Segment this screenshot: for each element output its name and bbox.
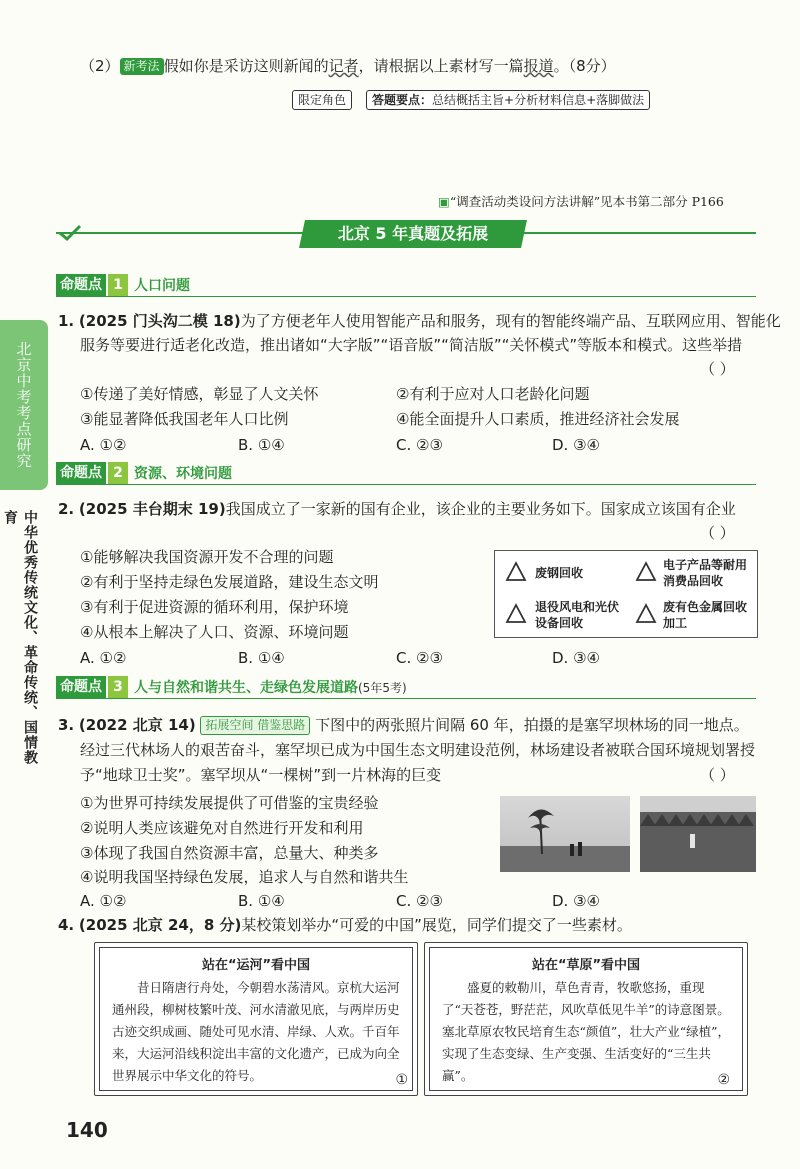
card-inner-frame xyxy=(99,947,413,1091)
section-title: 人与自然和谐共生、走绿色发展道路 xyxy=(134,680,358,696)
q1-option-4: ④能全面提升人口素质，推进经济社会发展 xyxy=(396,410,680,428)
card-text: 昔日隋唐行舟处，今朝碧水荡清风。京杭大运河通州段，柳树枝繁叶茂、河水清澈见底，与两岸历史古迹交织成画、随处可见水清、岸绿、人欢。千百年来，大运河沿线积淀出丰富的文化遗产，已成为向全世界展示中华文化的符号。 xyxy=(112,980,400,1083)
q2-choice-d[interactable]: D. ③④ xyxy=(552,649,600,667)
q3-line3: 予“地球卫士奖”。塞罕坝从“一棵树”到一片林海的巨变 xyxy=(80,766,442,784)
q4-text1: 某校策划举办“可爱的中国”展览，同学们提交了一些素材。 xyxy=(241,916,632,934)
hint-points-box xyxy=(366,90,650,110)
q-top-word-report: 报道 xyxy=(523,57,554,75)
section-tag: 命题点 xyxy=(56,274,106,296)
q1-choice-c[interactable]: C. ②③ xyxy=(396,436,443,454)
recycle-icon xyxy=(635,603,657,625)
section-num: 2 xyxy=(108,462,128,484)
q-top-text-a: 假如你是采访这则新闻的 xyxy=(163,57,329,75)
q1-source: (2025 门头沟二模 18) xyxy=(78,312,241,330)
q2-option-1: ①能够解决我国资源开发不合理的问题 xyxy=(80,548,334,566)
hint-points-label: 答题要点： xyxy=(372,93,433,107)
card-text: 盛夏的敕勒川，草色青青，牧歌悠扬，重现了“天苍苍，野茫茫，风吹草低见牛羊”的诗意图景。塞北草原农牧民培育生态“颜值”，壮大产业“绿植”，实现了生态变绿、生产变强、生活变好的“三生共赢”。 xyxy=(442,980,731,1083)
q1-option-3: ③能显著降低我国老年人口比例 xyxy=(80,410,289,428)
section-num: 1 xyxy=(108,274,128,296)
q3-choice-a[interactable]: A. ①② xyxy=(80,892,127,910)
page-number: 140 xyxy=(66,1118,108,1142)
q4-num: 4. xyxy=(58,916,75,934)
q1-line2: 服务等要进行适老化改造，推出诸如“大字版”“语音版”“简洁版”“关怀模式”等版本和模式。这些举措 xyxy=(80,336,743,354)
q2-choice-a[interactable]: A. ①② xyxy=(80,649,127,667)
q-top-prefix: （2） xyxy=(80,57,120,75)
section-3-rule xyxy=(56,698,756,699)
saihanba-old-photo xyxy=(500,796,630,872)
material-card-canal xyxy=(94,942,418,1096)
check-icon xyxy=(58,224,82,242)
q2-choice-b[interactable]: B. ①④ xyxy=(238,649,285,667)
q3-choice-d[interactable]: D. ③④ xyxy=(552,892,600,910)
q2-option-4: ④从根本上解决了人口、资源、环境问题 xyxy=(80,623,349,641)
q2-source: (2025 丰台期末 19) xyxy=(78,500,226,518)
q3-option-4: ④说明我国坚持绿色发展，追求人与自然和谐共生 xyxy=(80,868,409,886)
q1-choice-a[interactable]: A. ①② xyxy=(80,436,127,454)
q3-line2: 经过三代林场人的艰苦奋斗，塞罕坝已成为中国生态文明建设范例，林场建设者被联合国环境规划署授 xyxy=(80,741,756,759)
card-number: ① xyxy=(395,1072,408,1088)
section-1-rule xyxy=(56,296,756,297)
q3-option-2: ②说明人类应该避免对自然进行开发和利用 xyxy=(80,819,364,837)
q-top-line xyxy=(80,55,616,77)
sidebar-top-tab: 北京中考考点研究 xyxy=(0,320,48,490)
section-title: 人口问题 xyxy=(134,278,190,294)
q4-source: (2025 北京 24，8 分) xyxy=(78,916,242,934)
q1-answer-paren[interactable]: （ ） xyxy=(700,360,735,378)
banner-title: 北京 5 年真题及拓展 xyxy=(337,224,489,243)
q2-answer-paren[interactable]: （ ） xyxy=(700,524,735,542)
hint-points-text: 总结概括主旨+分析材料信息+落脚做法 xyxy=(432,93,645,107)
q-top-text-c: 。（8分） xyxy=(553,57,616,75)
recycle-business-box xyxy=(494,550,758,638)
q2-option-3: ③有利于促进资源的循环利用，保护环境 xyxy=(80,598,349,616)
sidebar-bottom-label: 中华优秀传统文化、革命传统、国情教育 xyxy=(2,510,38,765)
q1-num: 1. xyxy=(58,312,75,330)
card-title: 站在“运河”看中国 xyxy=(201,958,311,973)
q3-choice-c[interactable]: C. ②③ xyxy=(396,892,443,910)
q2-text1: 我国成立了一家新的国有企业，该企业的主要业务如下。国家成立该国有企业 xyxy=(225,500,736,518)
section-1-header xyxy=(56,274,190,296)
reference-line xyxy=(438,192,724,210)
q1-option-1: ①传递了美好情感，彰显了人文关怀 xyxy=(80,385,319,403)
recycle-item-steel: 废钢回收 xyxy=(535,566,584,580)
card-number: ② xyxy=(717,1072,730,1088)
recycle-icon xyxy=(635,561,657,583)
q3-text1: 下图中的两张照片间隔 60 年，拍摄的是塞罕坝林场的同一地点。 xyxy=(315,716,749,734)
q3-line1 xyxy=(58,714,749,736)
q1-choice-d[interactable]: D. ③④ xyxy=(552,436,600,454)
section-2-header xyxy=(56,462,232,484)
q2-num: 2. xyxy=(58,500,75,518)
section-2-rule xyxy=(56,484,756,485)
q2-choice-c[interactable]: C. ②③ xyxy=(396,649,443,667)
q1-option-2: ②有利于应对人口老龄化问题 xyxy=(396,385,590,403)
q1-line1 xyxy=(58,310,781,332)
card-inner-frame xyxy=(429,947,743,1091)
recycle-icon xyxy=(505,561,527,583)
q-top-word-reporter: 记者 xyxy=(328,57,359,75)
q2-option-2: ②有利于坚持走绿色发展道路，建设生态文明 xyxy=(80,573,379,591)
section-tag: 命题点 xyxy=(56,462,106,484)
recycle-item-nonferrous: 废有色金属回收加工 xyxy=(663,600,748,630)
section-title: 资源、环境问题 xyxy=(134,466,232,482)
hint-role-box: 限定角色 xyxy=(292,90,352,110)
recycle-item-electronics: 电子产品等耐用消费品回收 xyxy=(663,558,748,588)
q1-choice-b[interactable]: B. ①④ xyxy=(238,436,285,454)
material-card-grassland xyxy=(424,942,748,1096)
recycle-item-wind-solar: 退役风电和光伏设备回收 xyxy=(535,600,620,630)
q-top-text-b: ，请根据以上素材写一篇 xyxy=(358,57,524,75)
recycle-icon xyxy=(505,603,527,625)
q3-num: 3. xyxy=(58,716,75,734)
section-num: 3 xyxy=(108,676,128,698)
q3-choice-b[interactable]: B. ①④ xyxy=(238,892,285,910)
q1-text1: 为了方便老年人使用智能产品和服务，现有的智能终端产品、互联网应用、智能化 xyxy=(240,312,781,330)
q2-line1 xyxy=(58,498,736,520)
reference-text: “调查活动类设问方法讲解”见本书第二部分 P166 xyxy=(449,194,724,209)
expand-space-badge: 拓展空间 借鉴思路 xyxy=(200,716,310,735)
new-method-badge: 新考法 xyxy=(120,58,164,75)
q3-option-3: ③体现了我国自然资源丰富，总量大、种类多 xyxy=(80,844,379,862)
section-tag: 命题点 xyxy=(56,676,106,698)
saihanba-new-photo xyxy=(640,796,756,872)
book-icon: ▣ xyxy=(438,194,450,209)
section-3-header xyxy=(56,676,407,698)
q4-line1 xyxy=(58,914,632,936)
q3-answer-paren[interactable]: （ ） xyxy=(700,766,735,784)
q3-source: (2022 北京 14) xyxy=(78,716,196,734)
q3-option-1: ①为世界可持续发展提供了可借鉴的宝贵经验 xyxy=(80,794,379,812)
card-title: 站在“草原”看中国 xyxy=(531,958,641,973)
section-note: (5年5考) xyxy=(358,680,407,695)
